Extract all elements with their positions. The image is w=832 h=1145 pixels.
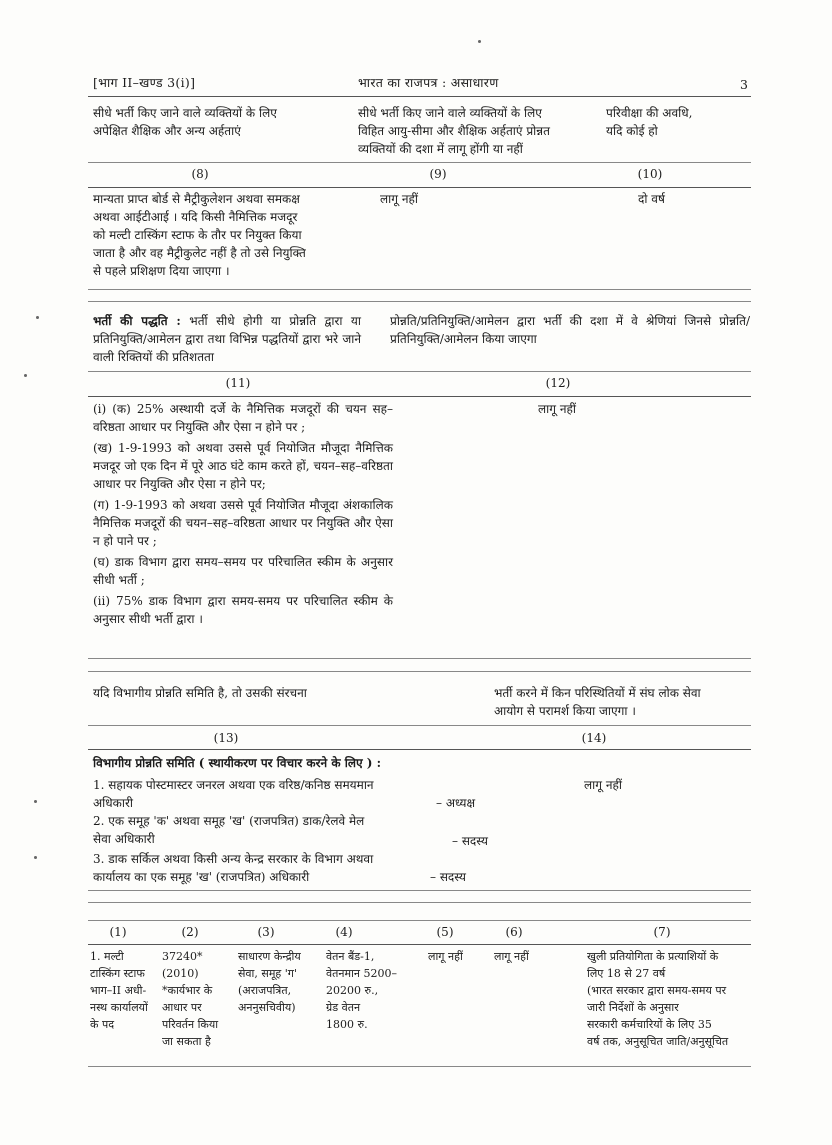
col11-heading: [93, 312, 361, 366]
number-of-posts: 37240* (2010) *कार्यभार के आधार पर परिवर्तन किया जा सकता है: [162, 950, 219, 1048]
col13-number: (13): [213, 731, 239, 745]
rule: [88, 396, 751, 397]
rule: [88, 1066, 751, 1067]
header-rule: [88, 96, 751, 97]
col2-number: (2): [181, 925, 199, 939]
selection-post: लागू नहीं: [428, 950, 463, 963]
col1-number: (1): [109, 925, 127, 939]
scan-speck: [36, 316, 39, 319]
scan-speck: [478, 40, 481, 43]
col8-qualifications: मान्यता प्राप्त बोर्ड से मैट्रीकुलेशन अथवा समकक्ष अथवा आईटीआई । यदि किसी नैमित्तिक मजदूर को मल्टी टास्किंग स्टाफ के तौर पर नियुक्त किया जाता है और वह मैट्रीकुलेट नहीं है तो उसे नियुक्ति से पहले प्रशिक्षण दिया जाएगा ।: [93, 192, 306, 278]
rule: [88, 920, 751, 921]
rule: [88, 658, 751, 659]
col11-number: (11): [225, 376, 251, 390]
rule: [88, 902, 751, 903]
dpc-member-1: 1. सहायक पोस्टमास्टर जनरल अथवा एक वरिष्ठ/कनिष्ठ समयमान अधिकारी: [93, 778, 374, 810]
post-name: 1. मल्टी टास्किंग स्टाफ भाग–II अधी- नस्थ कार्यालयों के पद: [90, 950, 148, 1031]
recruitment-method-text: भर्ती सीधे होगी या प्रोन्नति द्वारा या प्रतिनियुक्ति/आमेलन द्वारा तथा विभिन्न पद्धतियों द्वारा भरे जाने वाली रिक्तियों की प्रतिशतता: [93, 314, 361, 364]
list-item: (घ) डाक विभाग द्वारा समय–समय पर परिचालित स्कीम के अनुसार सीधी भर्ती ;: [93, 555, 393, 587]
rule: [88, 944, 751, 945]
rule: [88, 301, 751, 302]
dpc-member-1-role: – अध्यक्ष: [436, 796, 476, 810]
list-item: (ख) 1-9-1993 को अथवा उससे पूर्व नियोजित मौजूदा नैमित्तिक मजदूर जो एक दिन में पूरे आठ घंटे काम करते हों, चयन–सह–वरिष्ठता आधार पर नियुक्ति और ऐसा न होने पर;: [93, 441, 393, 491]
pay-scale: वेतन बैंड-1, वेतनमान 5200– 20200 रु., ग्रेड वेतन 1800 रु.: [326, 950, 398, 1031]
rule: [88, 725, 751, 726]
rule: [88, 890, 751, 891]
col10-heading: परिवीक्षा की अवधि, यदि कोई हो: [606, 106, 693, 138]
col9-number: (9): [429, 167, 447, 181]
dpc-member-3-role: – सदस्य: [430, 870, 466, 884]
dpc-title: विभागीय प्रोन्नति समिति ( स्थायीकरण पर विचार करने के लिए ) :: [93, 756, 382, 770]
col14-number: (14): [581, 731, 607, 745]
col13-heading: यदि विभागीय प्रोन्नति समिति है, तो उसकी संरचना: [93, 686, 307, 700]
col12-heading: प्रोन्नति/प्रतिनियुक्ति/आमेलन द्वारा भर्ती की दशा में वे श्रेणियां जिनसे प्रोन्नति/प्रतिनियुक्ति/आमेलन किया जाएगा: [390, 314, 750, 346]
rule: [88, 162, 751, 163]
rule: [88, 749, 751, 750]
list-item: (ii) 75% डाक विभाग द्वारा समय-समय पर परिचालित स्कीम के अनुसार सीधी भर्ती द्वारा ।: [93, 594, 393, 626]
rule: [88, 187, 751, 188]
col10-probation: दो वर्ष: [638, 192, 665, 206]
list-item: (i) (क) 25% अस्थायी दर्जे के नैमित्तिक मजदूरों की चयन सह–वरिष्ठता आधार पर नियुक्ति और ऐसा न होने पर ;: [93, 402, 393, 434]
col9-applicability: लागू नहीं: [380, 192, 418, 206]
dpc-member-2-role: – सदस्य: [452, 834, 488, 848]
col9-heading: सीधे भर्ती किए जाने वाले व्यक्तियों के लिए विहित आयु-सीमा और शैक्षिक अर्हताएं प्रोन्नत व्यक्तियों की दशा में लागू होंगी या नहीं: [358, 106, 550, 156]
col4-number: (4): [335, 925, 353, 939]
col14-heading: भर्ती करने में किन परिस्थितियों में संघ लोक सेवा आयोग से परामर्श किया जाएगा ।: [494, 686, 701, 718]
header-gazette-title: भारत का राजपत्र : असाधारण: [358, 75, 499, 90]
rule: [88, 671, 751, 672]
col12-number: (12): [545, 376, 571, 390]
dpc-member-3: 3. डाक सर्किल अथवा किसी अन्य केन्द्र सरकार के विभाग अथवा कार्यालय का एक समूह 'ख' (राजपत्रित) अधिकारी: [93, 852, 374, 884]
col3-number: (3): [257, 925, 275, 939]
col7-number: (7): [653, 925, 671, 939]
scan-speck: [34, 800, 37, 803]
col12-categories: लागू नहीं: [538, 402, 576, 416]
col14-consultation: लागू नहीं: [584, 778, 622, 792]
header-part-label: [भाग II–खण्ड 3(i)]: [93, 75, 196, 90]
recruitment-method-label: भर्ती की पद्धति :: [93, 314, 181, 328]
scan-speck: [34, 856, 37, 859]
col11-methods-list: [93, 400, 393, 628]
header-page-number: 3: [740, 77, 749, 92]
col6-number: (6): [505, 925, 523, 939]
col5-number: (5): [436, 925, 454, 939]
classification: साधारण केन्द्रीय सेवा, समूह 'ग' (अराजपत्रित, अननुसचिवीय): [238, 950, 301, 1014]
list-item: (ग) 1-9-1993 को अथवा उससे पूर्व नियोजित मौजूदा अंशकालिक नैमित्तिक मजदूरों की चयन–सह–वरिष्ठता आधार पर नियुक्ति और ऐसा न हो पाने पर ;: [93, 498, 393, 548]
rule: [88, 289, 751, 290]
scan-speck: [24, 374, 27, 377]
seniority-benefit: लागू नहीं: [494, 950, 529, 963]
col8-heading: सीधे भर्ती किए जाने वाले व्यक्तियों के लिए अपेक्षित शैक्षिक और अन्य अर्हताएं: [93, 106, 277, 138]
col8-number: (8): [191, 167, 209, 181]
age-limit: खुली प्रतियोगिता के प्रत्याशियों के लिए 18 से 27 वर्ष (भारत सरकार द्वारा समय-समय पर जारी निर्देशों के अनुसार सरकारी कर्मचारियों के लिए 35 वर्ष तक, अनुसूचित जाति/अनुसूचित: [587, 950, 729, 1048]
col10-number: (10): [637, 167, 663, 181]
dpc-member-2: 2. एक समूह 'क' अथवा समूह 'ख' (राजपत्रित) डाक/रेलवे मेल सेवा अधिकारी: [93, 814, 365, 846]
rule: [88, 371, 751, 372]
